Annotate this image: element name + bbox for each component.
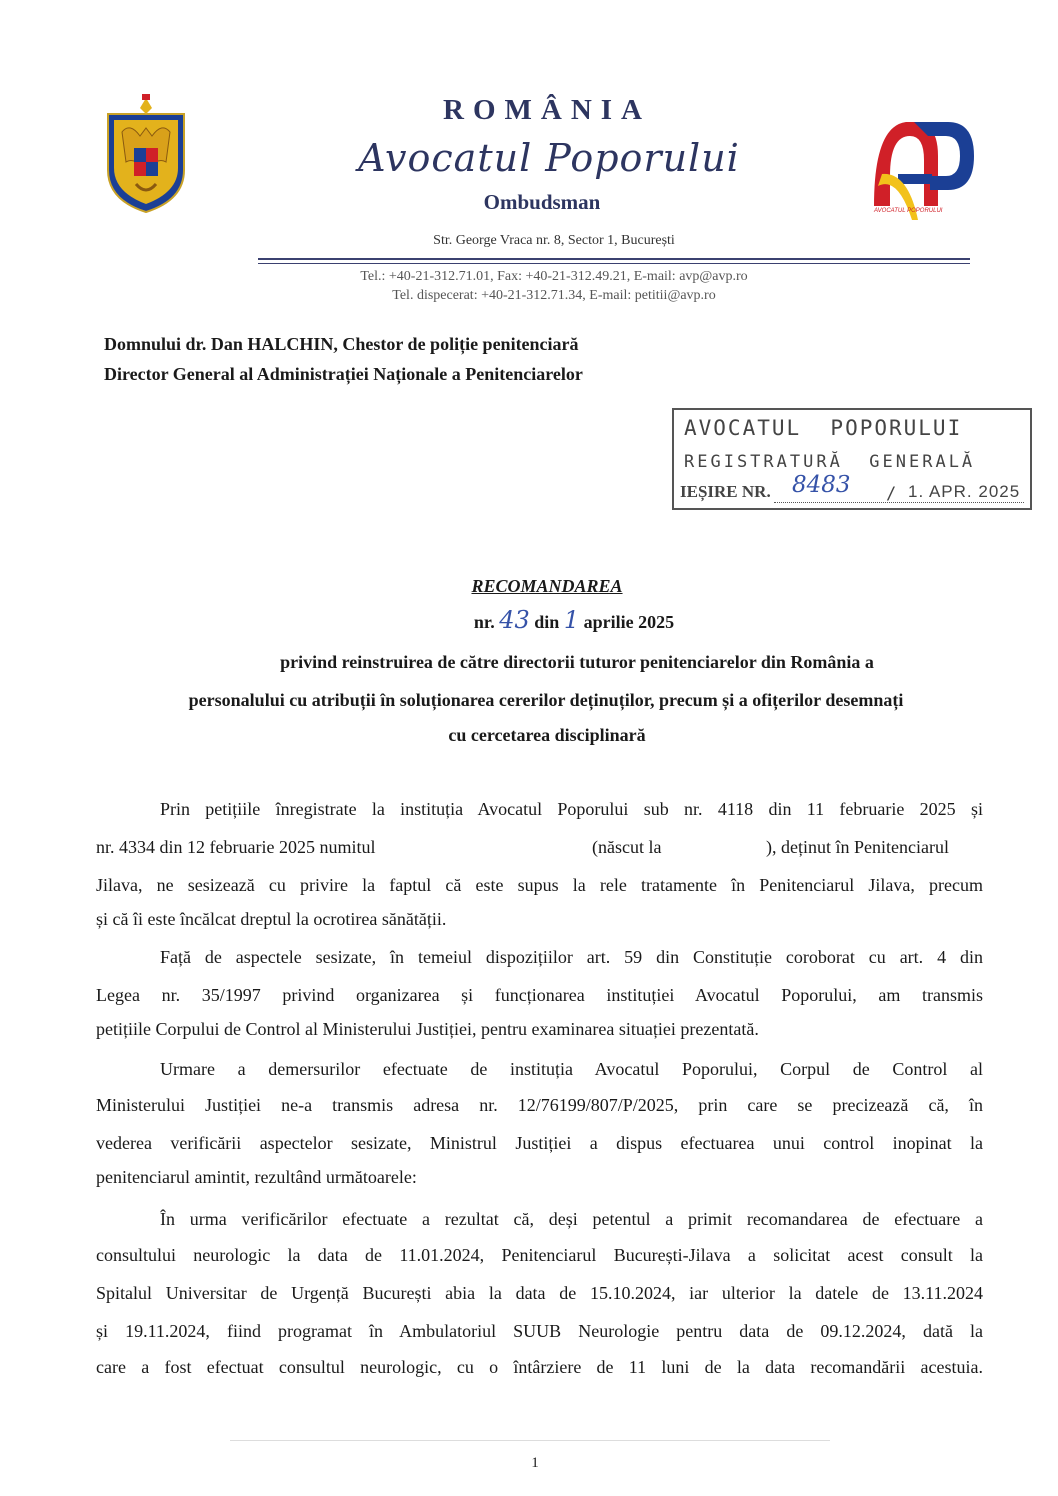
contact-line-1: Tel.: +40-21-312.71.01, Fax: +40-21-312.49.21, E-mail: avp@avp.ro xyxy=(360,269,748,284)
paragraph-line: și că îi este încălcat dreptul la ocrotirea sănătății. xyxy=(96,909,447,929)
registration-stamp xyxy=(672,408,1032,510)
ap-logo-text: AVOCATUL POPORULUI xyxy=(874,208,943,214)
country-heading: ROMÂNIA xyxy=(443,94,651,126)
paragraph-line: vederea verificării aspectelor sesizate, Ministrul Justiției a dispus efectuarea unui control inopinat la xyxy=(96,1133,983,1153)
recommendation-number: 43 xyxy=(499,606,530,634)
paragraph-line: consultului neurologic la data de 11.01.2024, Penitenciarul București-Jilava a solicitat acest consult la xyxy=(96,1245,983,1265)
subject-line-3: cu cercetarea disciplinară xyxy=(448,725,646,745)
paragraph-line: și 19.11.2024, fiind programat în Ambulatoriul SUUB Neurologie pentru data de 09.12.2024, dată la xyxy=(96,1321,983,1341)
paragraph-line: În urma verificărilor efectuate a rezultat că, deși petentul a primit recomandarea de efectuare a xyxy=(160,1209,983,1229)
institution-name: Avocatul Poporului xyxy=(358,136,740,180)
ap-logo xyxy=(868,116,980,224)
paragraph-line: penitenciarul amintit, rezultând următoarele: xyxy=(96,1167,417,1187)
contact-line-2: Tel. dispecerat: +40-21-312.71.34, E-mail: petitii@avp.ro xyxy=(392,288,716,303)
header-rule-thin xyxy=(258,263,970,264)
text-segment: ), deținut în Penitenciarul xyxy=(766,837,949,857)
addressee-line-1: Domnului dr. Dan HALCHIN, Chestor de poliție penitenciară xyxy=(104,334,579,354)
din-label: din xyxy=(534,612,560,632)
recommendation-title: RECOMANDAREA xyxy=(471,576,623,596)
paragraph-line: Legea nr. 35/1997 privind organizarea și funcționarea instituției Avocatul Poporului, am transmis xyxy=(96,985,983,1005)
paragraph-line: Față de aspectele sesizate, în temeiul dispozițiilor art. 59 din Constituție coroborat cu art. 4 din xyxy=(160,947,983,967)
stamp-dotted-line xyxy=(774,502,1024,503)
stamp-line-2: REGISTRATURĂ GENERALĂ xyxy=(684,452,976,472)
stamp-date: 1. APR. 2025 xyxy=(908,482,1021,501)
paragraph-line: Spitalul Universitar de Urgență București abia la data de 15.10.2024, iar ulterior la datele de 13.11.2024 xyxy=(96,1283,983,1303)
recommendation-month-year: aprilie 2025 xyxy=(583,612,675,632)
addressee-line-2: Director General al Administrației Naționale a Penitenciarelor xyxy=(104,364,583,384)
paragraph-line: care a fost efectuat consultul neurologic, cu o întârziere de 11 luni de la data recomandării acestuia. xyxy=(96,1357,983,1377)
institution-address: Str. George Vraca nr. 8, Sector 1, București xyxy=(433,233,675,248)
subject-line-2: personalului cu atribuții în soluționarea cererilor deținuților, precum și a ofițerilor desemnați xyxy=(188,690,904,710)
stamp-number: 8483 xyxy=(792,472,851,498)
subject-line-1: privind reinstruirea de către directorii tuturor penitenciarelor din România a xyxy=(280,652,874,672)
stamp-separator: / xyxy=(886,484,897,504)
paragraph-line: Jilava, ne sesizează cu privire la faptul că este supus la rele tratamente în Penitenciarul Jilava, precum xyxy=(96,875,983,895)
header-rule xyxy=(258,258,970,260)
text-segment: (născut la xyxy=(592,837,662,857)
stamp-exit-label: IEȘIRE NR. xyxy=(680,482,771,501)
text-segment: nr. 4334 din 12 februarie 2025 numitul xyxy=(96,837,376,857)
stamp-line-1: AVOCATUL POPORULUI xyxy=(684,416,963,440)
institution-subtitle: Ombudsman xyxy=(483,190,601,214)
footer-rule xyxy=(230,1440,830,1441)
paragraph-line: petițiile Corpului de Control al Ministerului Justiției, pentru examinarea situației prezentată. xyxy=(96,1019,759,1039)
recommendation-day: 1 xyxy=(563,606,580,634)
paragraph-line: Urmare a demersurilor efectuate de instituția Avocatul Poporului, Corpul de Control al xyxy=(160,1059,983,1079)
paragraph-line: Ministerului Justiției ne-a transmis adresa nr. 12/76199/807/P/2025, prin care se precizează că, în xyxy=(96,1095,983,1115)
recommendation-number-line xyxy=(0,606,1058,634)
paragraph-line: Prin petițiile înregistrate la instituția Avocatul Poporului sub nr. 4118 din 11 februarie 2025 și xyxy=(160,799,983,819)
page-number: 1 xyxy=(531,1455,539,1471)
nr-label: nr. xyxy=(473,612,495,632)
paragraph-line-redacted xyxy=(96,836,983,858)
